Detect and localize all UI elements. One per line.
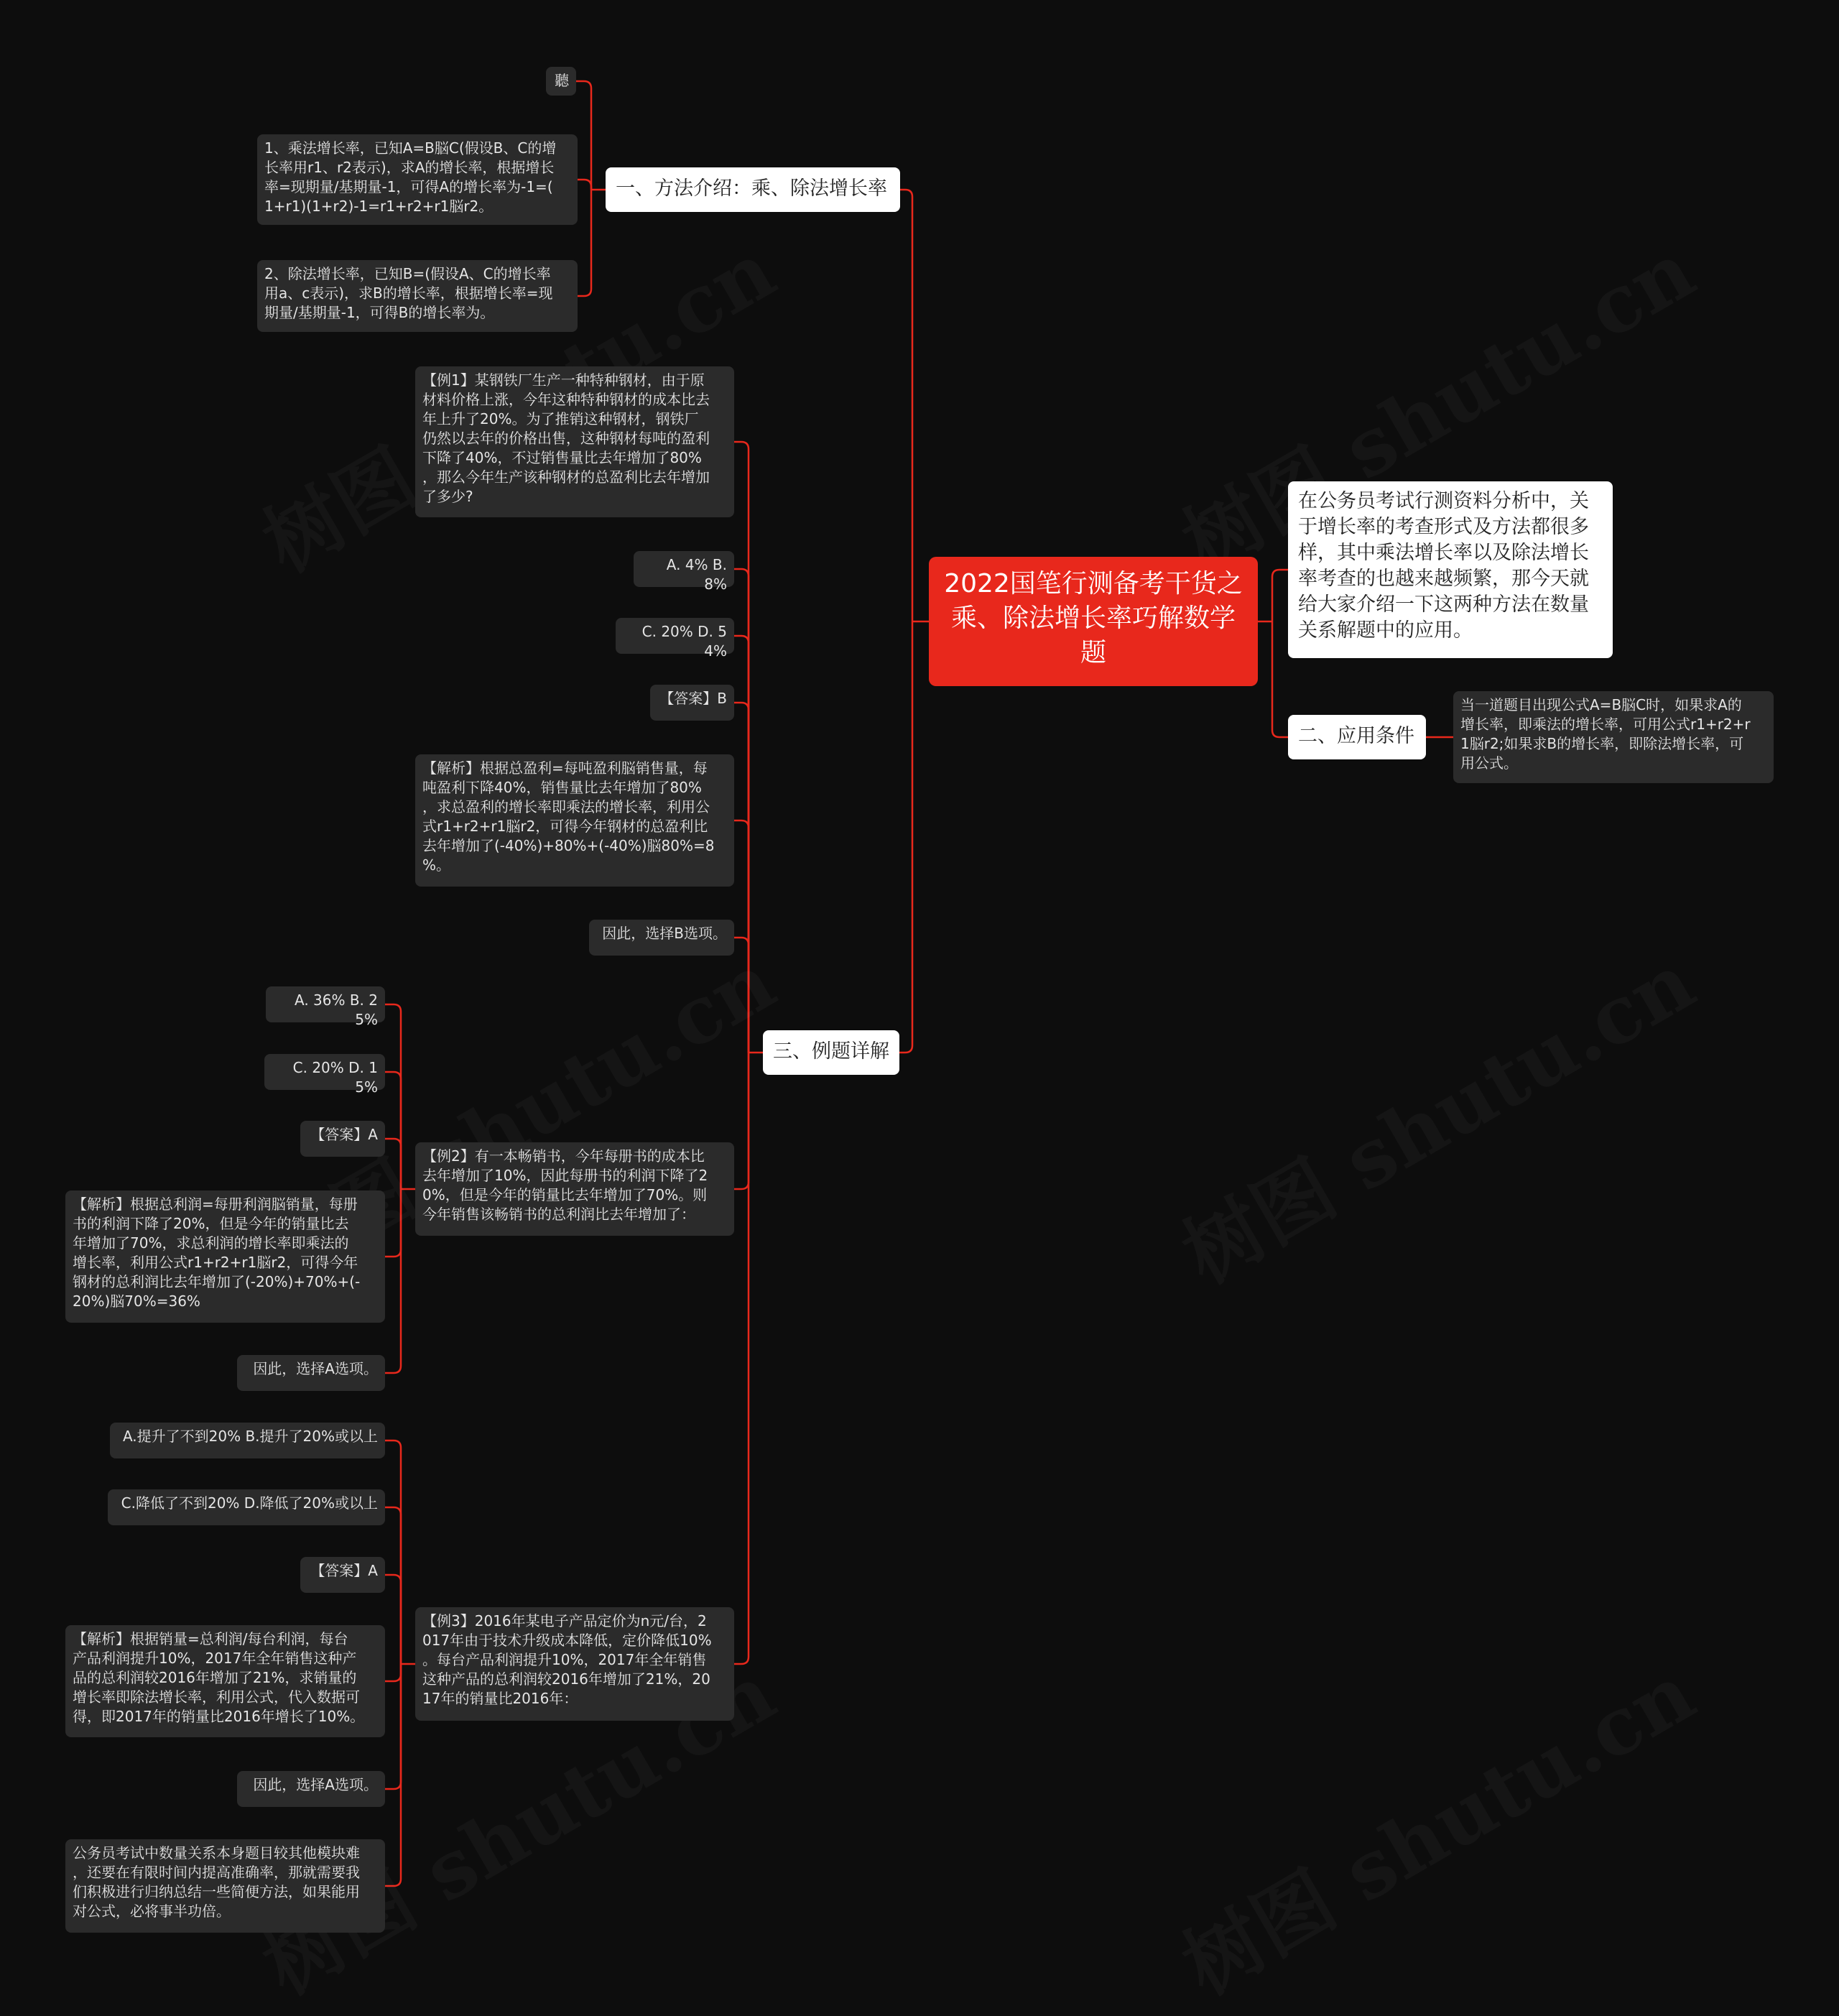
example3-explanation[interactable]: 【解析】根据销量=总利润/每台利润，每台 产品利润提升10%，2017年全年销售这种产 品的总利润较2016年增加了21%，求销量的 增长率即除法增长率，利用公式，代入数据可 得，即2017年的销量比2016年增长了10%。: [65, 1625, 385, 1737]
example2-question[interactable]: 【例2】有一本畅销书，今年每册书的成本比 去年增加了10%，因此每册书的利润下降了2 0%，但是今年的销量比去年增加了70%。则 今年销售该畅销书的总利润比去年增加了：: [415, 1142, 734, 1236]
connector-line: [1272, 621, 1288, 737]
example3-answer[interactable]: 【答案】A: [300, 1557, 385, 1593]
connector-line: [578, 180, 591, 190]
watermark: [1159, 1632, 1712, 2016]
branch-application-conditions[interactable]: 二、应用条件: [1288, 715, 1426, 759]
branch1-leaf[interactable]: 聽: [546, 67, 576, 96]
branch2-leaf[interactable]: 当一道题目出现公式A=B脳C时，如果求A的 增长率，即乘法的增长率，可用公式r1+r2+r 1脳r2;如果求B的增长率，即除法增长率，可 用公式。: [1453, 691, 1774, 783]
example3-question[interactable]: 【例3】2016年某电子产品定价为n元/台，2 017年由于技术升级成本降低，定价降低10% 。每台产品利润提升10%，2017年全年销售 这种产品的总利润较2016年增加了21%，20 17年的销量比2016年：: [415, 1607, 734, 1721]
connector-line: [1272, 570, 1288, 621]
connector-line: [576, 81, 591, 190]
example3-options[interactable]: A.提升了不到20% B.提升了20%或以上: [110, 1423, 385, 1458]
connector-line: [900, 190, 912, 621]
example3-options[interactable]: C.降低了不到20% D.降低了20%或以上: [108, 1489, 385, 1525]
example1-explanation[interactable]: 【解析】根据总盈利=每吨盈利脳销售量，每 吨盈利下降40%，销售量比去年增加了80% ，求总盈利的增长率即乘法的增长率，利用公 式r1+r2+r1脳r2，可得今年钢材的总盈利比 去年增加了(-40%)+80%+(-40%)脳80%=8 %。: [415, 754, 734, 887]
watermark: [1159, 921, 1712, 1305]
example2-answer[interactable]: 【答案】A: [300, 1121, 385, 1157]
example2-explanation[interactable]: 【解析】根据总利润=每册利润脳销量，每册 书的利润下降了20%，但是今年的销量比去 年增加了70%，求总利润的增长率即乘法的 增长率，利用公式r1+r2+r1脳r2，可得今年 钢材的总利润比去年增加了(-20%)+70%+(- 20%)脳70%=36%: [65, 1190, 385, 1323]
example1-options[interactable]: A. 4% B. 8%: [634, 551, 734, 587]
connector-line: [385, 1507, 401, 1664]
example1-question[interactable]: 【例1】某钢铁厂生产一种特种钢材，由于原 材料价格上涨，今年这种特种钢材的成本比去 年上升了20%。为了推销这种钢材，钢铁厂 仍然以去年的价格出售，这种钢材每吨的盈利 下降了40%，不过销售量比去年增加了80% ，那么今年生产该种钢材的总盈利比去年增加 了多少?: [415, 366, 734, 517]
connector-line: [385, 1441, 401, 1664]
example2-conclusion[interactable]: 因此，选择A选项。: [237, 1355, 385, 1391]
connector-line: [578, 190, 591, 296]
branch1-leaf[interactable]: 1、乘法增长率，已知A=B脳C(假设B、C的增 长率用r1、r2表示)，求A的增长率，根据增长 率=现期量/基期量-1，可得A的增长率为-1=( 1+r1)(1+r2)-1=r1+r2+r1脳r2。: [257, 134, 578, 225]
branch-method-intro[interactable]: 一、方法介绍：乘、除法增长率: [606, 167, 900, 212]
connector-line: [385, 1664, 401, 1681]
connector-line: [385, 1575, 401, 1664]
connector-line: [734, 1053, 749, 1664]
example1-answer[interactable]: 【答案】B: [650, 685, 734, 721]
branch1-leaf[interactable]: 2、除法增长率，已知B=(假设A、C的增长率 用a、c表示)，求B的增长率，根据增长率=现 期量/基期量-1，可得B的增长率为。: [257, 260, 578, 332]
intro-note[interactable]: 在公务员考试行测资料分析中，关 于增长率的考查形式及方法都很多 样，其中乘法增长率以及除法增长 率考查的也越来越频繁，那今天就 给大家介绍一下这两种方法在数量 关系解题中的应用。: [1288, 481, 1613, 658]
connector-line: [734, 1053, 749, 1189]
example3-conclusion[interactable]: 因此，选择A选项。: [237, 1771, 385, 1807]
example2-options[interactable]: A. 36% B. 25%: [266, 986, 385, 1022]
connector-line: [385, 1664, 401, 1789]
branch-example-explanations[interactable]: 三、例题详解: [763, 1030, 899, 1075]
example1-conclusion[interactable]: 因此，选择B选项。: [589, 920, 734, 956]
example1-options[interactable]: C. 20% D. 54%: [616, 618, 734, 654]
example3-summary[interactable]: 公务员考试中数量关系本身题目较其他模块难 ，还要在有限时间内提高准确率，那就需要我 们积极进行归纳总结一些简便方法，如果能用 对公式，必将事半功倍。: [65, 1839, 385, 1933]
root-topic[interactable]: 2022国笔行测备考干货之 乘、除法增长率巧解数学 题: [929, 557, 1258, 686]
example2-options[interactable]: C. 20% D. 15%: [264, 1054, 385, 1090]
connector-line: [899, 621, 912, 1053]
